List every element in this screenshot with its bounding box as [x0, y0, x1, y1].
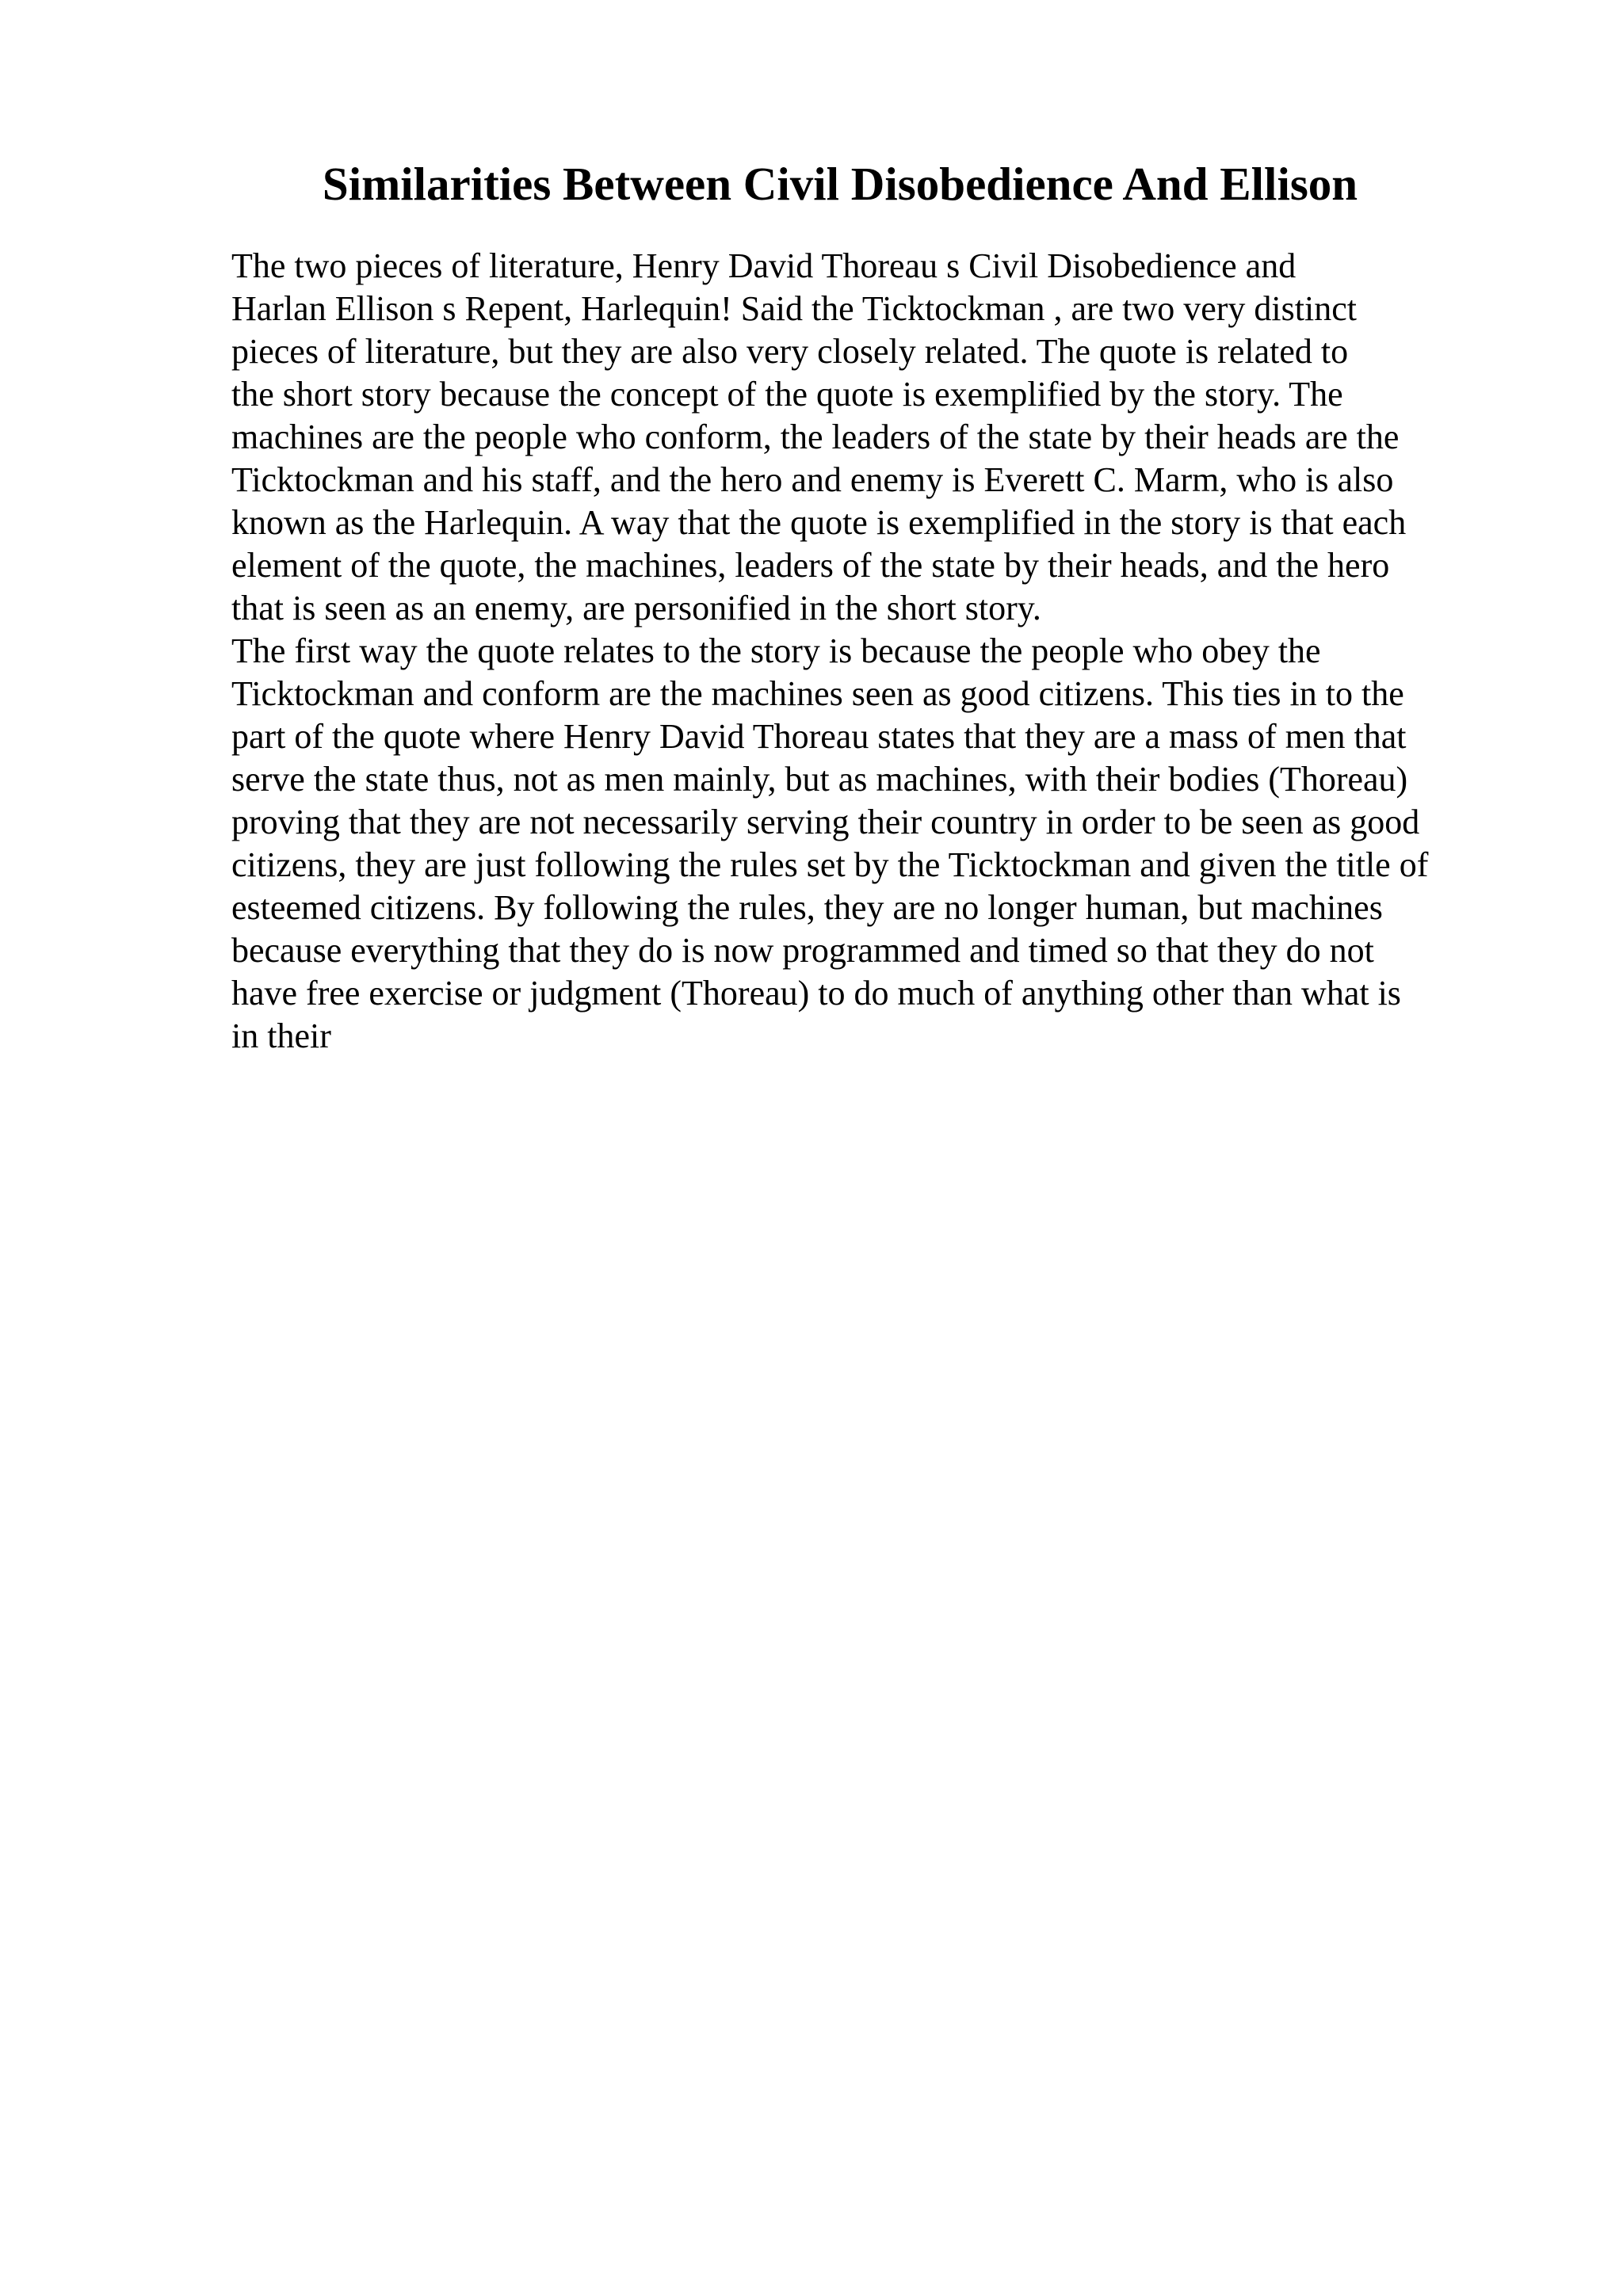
- body-line: have free exercise or judgment (Thoreau) to do much of anything other than what is: [231, 974, 1401, 1013]
- body-line: that is seen as an enemy, are personified in the short story.: [231, 589, 1041, 627]
- document-title: Similarities Between Civil Disobedience And Ellison: [322, 158, 1358, 210]
- body-line: part of the quote where Henry David Thoreau states that they are a mass of men that: [231, 717, 1407, 756]
- body-line: in their: [231, 1016, 331, 1055]
- body-line: machines are the people who conform, the leaders of the state by their heads are the: [231, 418, 1400, 456]
- body-line: serve the state thus, not as men mainly, but as machines, with their bodies (Thoreau): [231, 760, 1408, 799]
- body-line: Harlan Ellison s Repent, Harlequin! Said the Ticktockman , are two very distinct: [231, 289, 1357, 328]
- body-line: citizens, they are just following the rules set by the Ticktockman and given the title of: [231, 845, 1429, 884]
- body-line: because everything that they do is now programmed and timed so that they do not: [231, 931, 1374, 970]
- body-line: The two pieces of literature, Henry David Thoreau s Civil Disobedience and: [231, 246, 1296, 285]
- body-line: Ticktockman and conform are the machines seen as good citizens. This ties in to the: [231, 674, 1404, 713]
- body-line: The first way the quote relates to the story is because the people who obey the: [231, 631, 1321, 670]
- document-body: [231, 245, 1428, 1058]
- body-line: the short story because the concept of the quote is exemplified by the story. The: [231, 375, 1343, 414]
- body-line: pieces of literature, but they are also very closely related. The quote is related to: [231, 332, 1349, 371]
- body-line: proving that they are not necessarily serving their country in order to be seen as good: [231, 803, 1420, 841]
- body-line: esteemed citizens. By following the rules, they are no longer human, but machines: [231, 888, 1383, 927]
- body-line: element of the quote, the machines, leaders of the state by their heads, and the hero: [231, 546, 1390, 585]
- body-line: known as the Harlequin. A way that the quote is exemplified in the story is that each: [231, 503, 1407, 542]
- body-line: Ticktockman and his staff, and the hero and enemy is Everett C. Marm, who is also: [231, 460, 1394, 499]
